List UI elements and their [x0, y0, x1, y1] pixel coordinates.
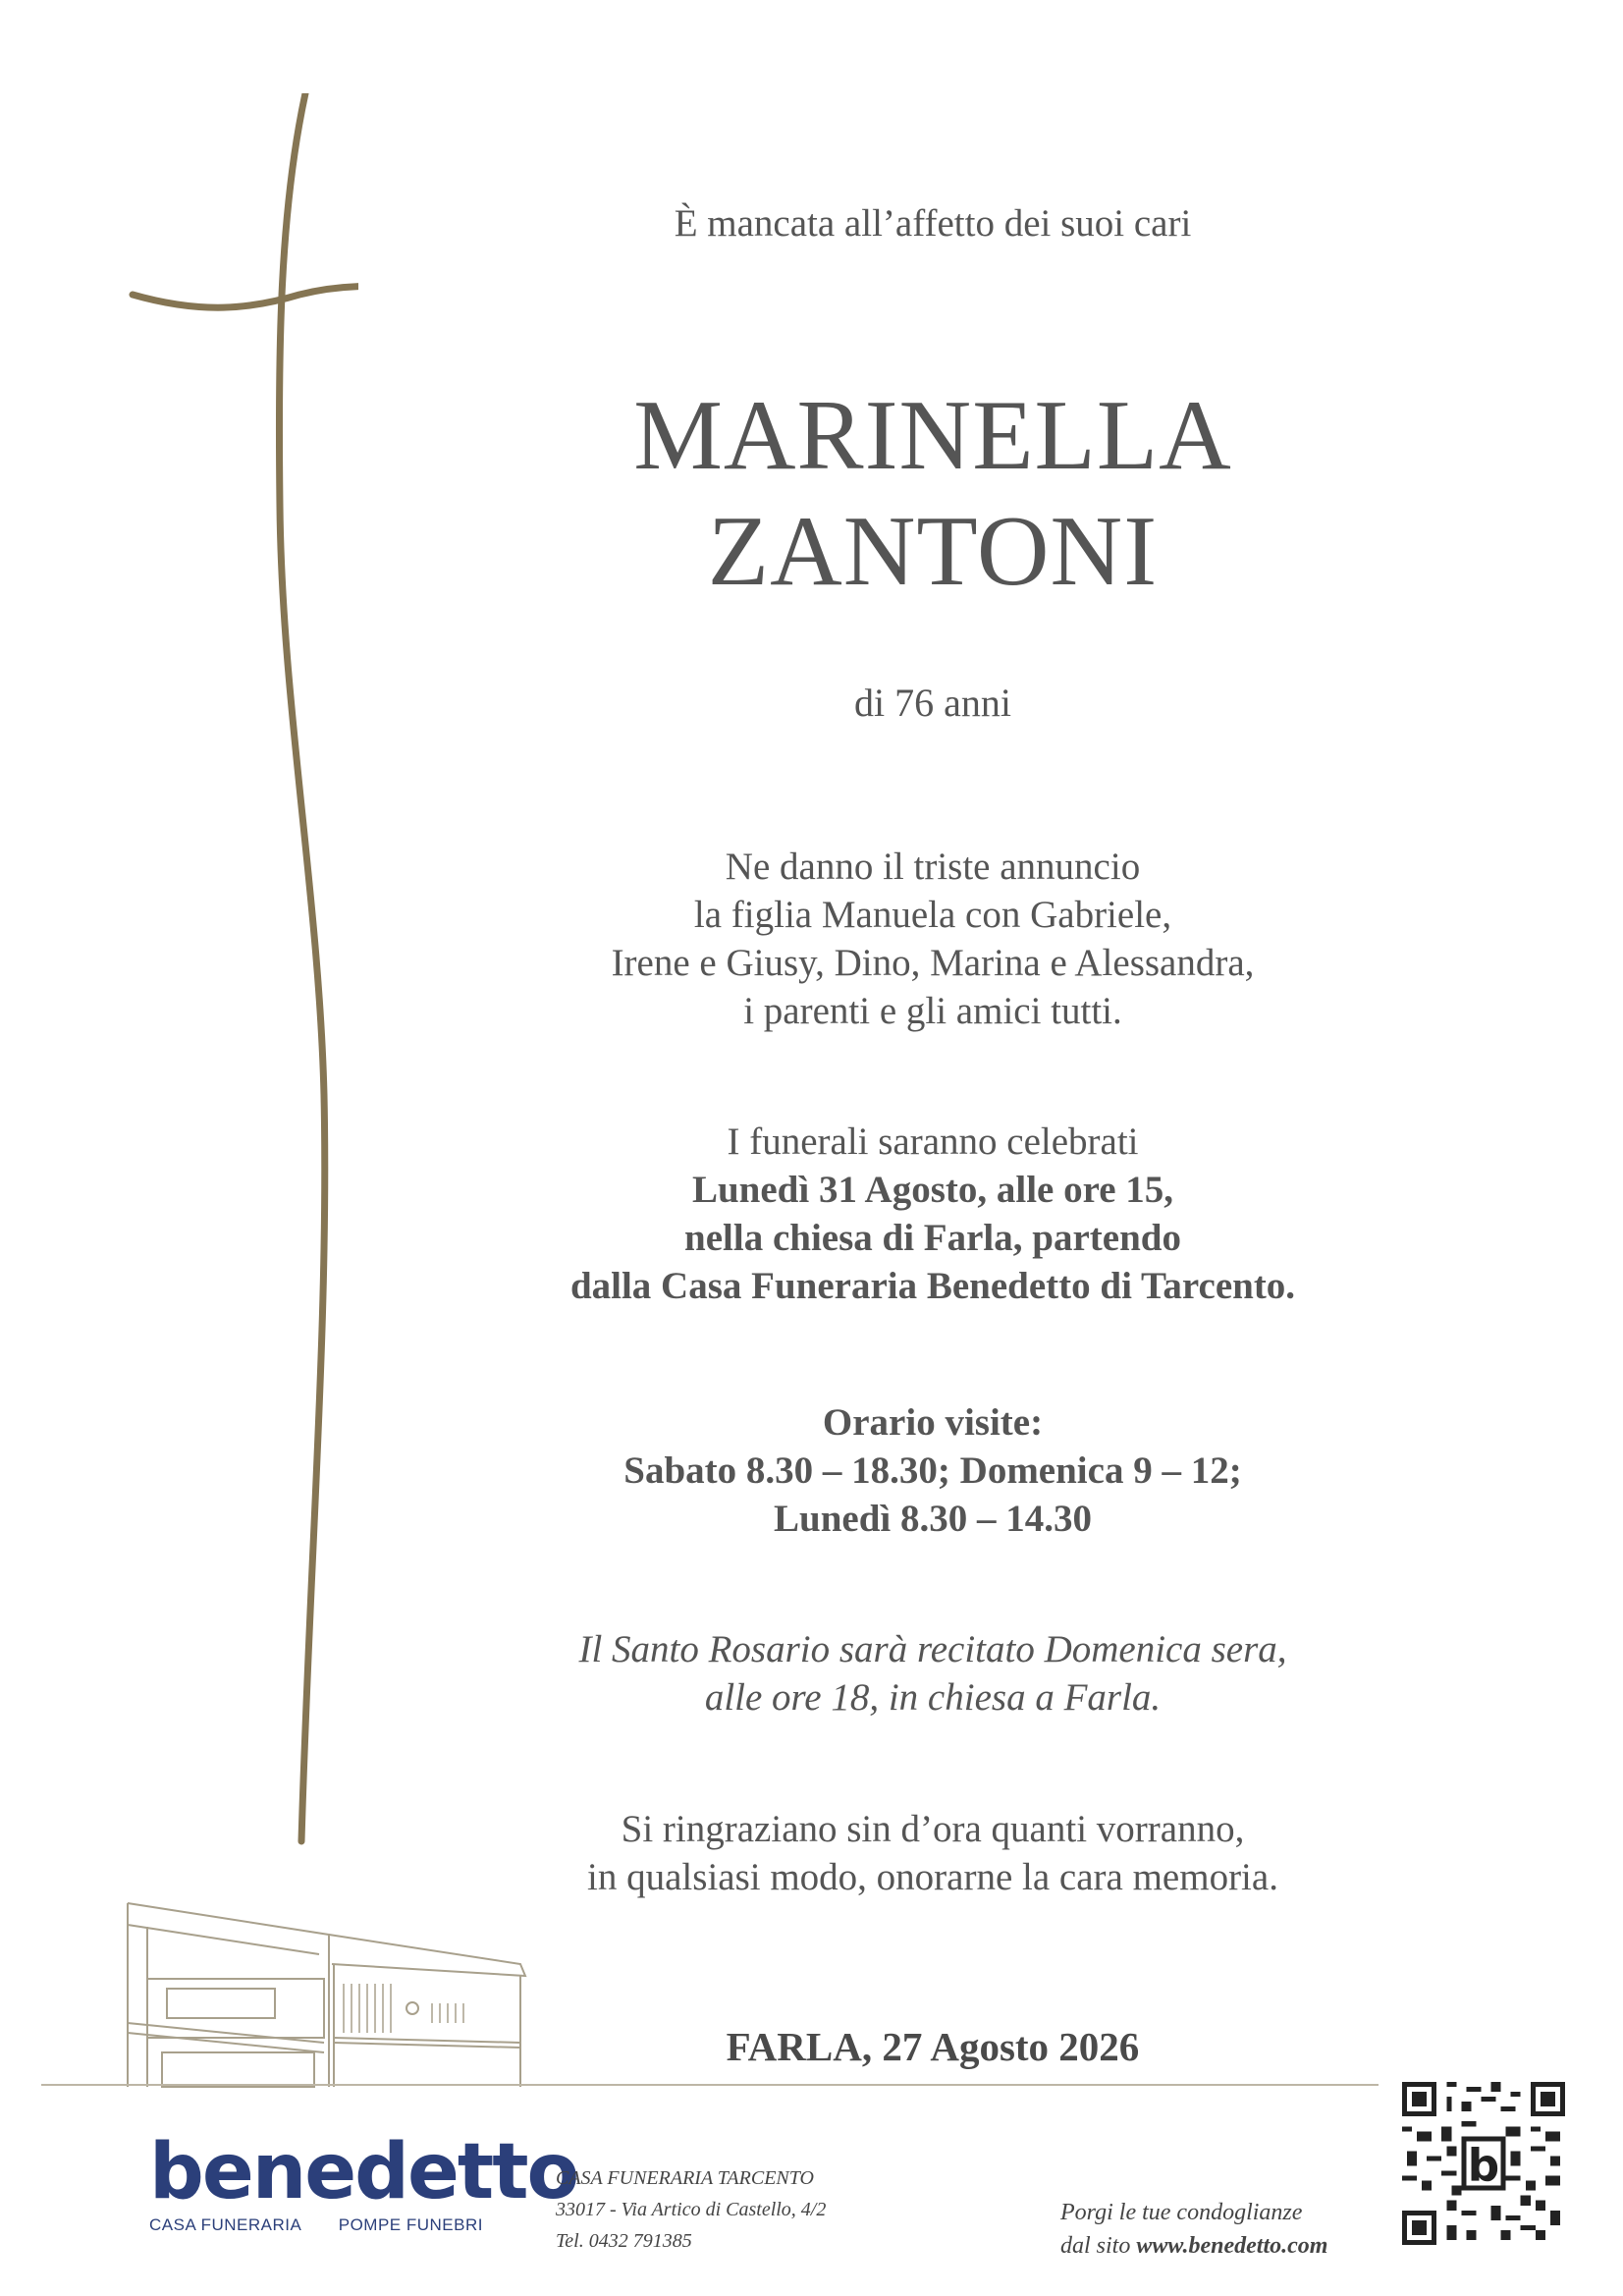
cross-icon: [123, 93, 358, 1861]
announcement-line: Irene e Giusy, Dino, Marina e Alessandra,: [611, 942, 1255, 984]
rosary-line: alle ore 18, in chiesa a Farla.: [704, 1676, 1162, 1719]
intro-text: È mancata all’affetto dei suoi cari: [674, 202, 1192, 245]
visits-line: Lunedì 8.30 – 14.30: [774, 1498, 1092, 1540]
logo-sub-left: CASA FUNERARIA: [149, 2215, 302, 2234]
funeral-date-line: Lunedì 31 Agosto, alle ore 15,: [691, 1169, 1174, 1211]
address-line: 33017 - Via Artico di Castello, 4/2: [556, 2199, 827, 2220]
age-text: di 76 anni: [854, 681, 1011, 725]
condolence-prefix: dal sito: [1060, 2233, 1137, 2259]
logo-sub-right: POMPE FUNEBRI: [338, 2215, 483, 2234]
logo-subtitle: [149, 2215, 483, 2235]
announcement-line: i parenti e gli amici tutti.: [743, 990, 1122, 1032]
announcement-line: la figlia Manuela con Gabriele,: [693, 894, 1172, 936]
visits-line: Sabato 8.30 – 18.30; Domenica 9 – 12;: [623, 1449, 1242, 1492]
condolence-block: [1060, 2196, 1327, 2263]
condolence-line: Porgi le tue condoglianze: [1060, 2200, 1303, 2225]
rosary-block: [491, 1625, 1375, 1722]
deceased-name: [491, 378, 1375, 610]
website-link[interactable]: www.benedetto.com: [1136, 2233, 1328, 2259]
funeral-departure-line: dalla Casa Funeraria Benedetto di Tarcento.: [569, 1265, 1296, 1307]
thanks-line: in qualsiasi modo, onorarne la cara memoria.: [587, 1856, 1278, 1898]
funeral-block: [491, 1118, 1375, 1310]
footer-divider: [41, 2084, 1379, 2086]
building-illustration: [108, 1886, 540, 2102]
benedetto-logo[interactable]: [149, 2128, 578, 2235]
thanks-block: [491, 1805, 1375, 1901]
address-line: CASA FUNERARIA TARCENTO: [556, 2167, 814, 2189]
visits-block: [491, 1398, 1375, 1543]
funeral-church-line: nella chiesa di Farla, partendo: [684, 1217, 1181, 1259]
phone-line: Tel. 0432 791385: [556, 2230, 692, 2252]
rosary-line: Il Santo Rosario sarà recitato Domenica sera,: [578, 1628, 1287, 1670]
announcement-block: [491, 843, 1375, 1035]
announcement-line: Ne danno il triste annuncio: [725, 846, 1141, 888]
visits-title: Orario visite:: [822, 1401, 1044, 1444]
place-date: FARLA, 27 Agosto 2026: [726, 2024, 1140, 2069]
thanks-line: Si ringraziano sin d’ora quanti vorranno,: [621, 1808, 1245, 1850]
last-name: ZANTONI: [707, 496, 1159, 607]
logo-wordmark: benedetto: [149, 2128, 578, 2216]
condolence-line: [1060, 2229, 1327, 2263]
svg-text:b: b: [1467, 2139, 1500, 2192]
first-name: MARINELLA: [633, 380, 1232, 491]
address-block: [556, 2162, 826, 2257]
funeral-line: I funerali saranno celebrati: [727, 1121, 1139, 1163]
qr-code-icon[interactable]: [1402, 2082, 1565, 2245]
